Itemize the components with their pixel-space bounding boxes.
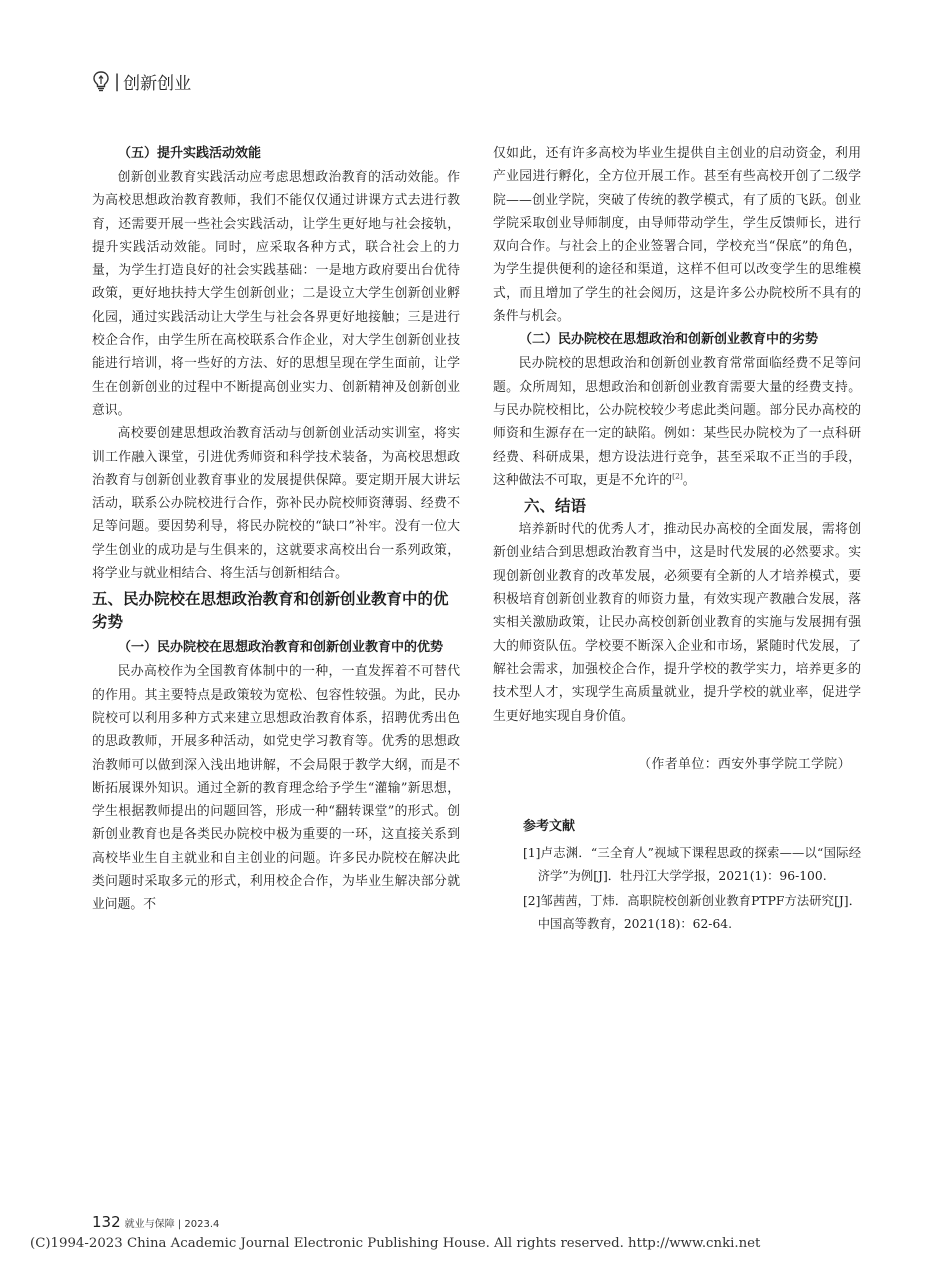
running-header	[92, 68, 191, 94]
right-column	[493, 142, 861, 938]
left-column	[92, 142, 460, 917]
lightbulb-icon	[92, 70, 110, 92]
paragraph: 民办高校作为全国教育体制中的一种，一直发挥着不可替代的作用。其主要特点是政策较为宽松、包容性较强。为此，民办院校可以利用多种方式来建立思想政治教育体系，招聘优秀出色的思政教师，开展多种活动，如党史学习教育等。优秀的思想政治教师可以做到深入浅出地讲解，不会局限于教学大纲，而是不断拓展课外知识。通过全新的教育理念给予学生“灌输”新思想，学生根据教师提出的问题回答，形成一种“翻转课堂”的形式。创新创业教育也是各类民办院校中极为重要的一环，这直接关系到高校毕业生自主就业和自主创业的问题。许多民办院校在解决此类问题时采取多元的形式，利用校企合作，为毕业生解决部分就业问题。不	[92, 664, 460, 913]
paragraph: 创新创业教育实践活动应考虑思想政治教育的活动效能。作为高校思想政治教育教师，我们不能仅仅通过讲课方式去进行教育，还需要开展一些社会实践活动，让学生更好地与社会接轨，提升实践活动效能。同时，应采取各种方式，联合社会上的力量，为学生打造良好的社会实践基础：一是地方政府要出台优待政策，更好地扶持大学生创新创业；二是设立大学生创新创业孵化园，通过实践活动让大学生与社会各界更好地接触；三是进行校企合作，由学生所在高校联系合作企业，对大学生创新创业技能进行培训，将一些好的方法、好的思想呈现在学生面前，让学生在创新创业的过程中不断提高创业实力、创新精神及创新创业意识。	[92, 170, 460, 418]
subheading-5-2: （二）民办院校在思想政治和创新创业教育中的劣势	[519, 332, 819, 348]
citation-marker: [2]	[672, 471, 683, 481]
paragraph: 仅如此，还有许多高校为毕业生提供自主创业的启动资金，利用产业园进行孵化，全方位开展工作。甚至有些高校开创了二级学院——创业学院，突破了传统的教学模式，有了质的飞跃。创业学院采取创业导师制度，由导师带动学生，学生反馈师长，进行双向合作。与社会上的企业签署合同，学校充当“保底”的角色，为学生提供便利的途径和渠道，这样不但可以改变学生的思维模式，而且增加了学生的社会阅历，这是许多公办院校所不具有的条件与机会。	[493, 146, 861, 325]
references-title: 参考文献	[523, 818, 576, 834]
subheading-5-1: （一）民办院校在思想政治教育和创新创业教育中的优势	[118, 640, 444, 656]
section-heading-5: 五、民办院校在思想政治教育和创新创业教育中的优劣势	[92, 590, 449, 632]
reference-item: [1]卢志渊．“三全育人”视域下课程思政的探索——以“国际经济学”为例[J]．牡丹江大学学报，2021(1)：96-100.	[523, 845, 861, 883]
page-footer	[92, 1213, 219, 1231]
paragraph: 高校要创建思想政治教育活动与创新创业活动实训室，将实训工作融入课堂，引进优秀师资和科学技术装备，为高校思想政治教育与创新创业教育事业的发展提供保障。要定期开展大讲坛活动，联系公办院校进行合作，弥补民办院校师资薄弱、经费不足等问题。要因势利导，将民办院校的“缺口”补牢。没有一位大学生创业的成功是与生俱来的，这就要求高校出台一系列政策，将学业与就业相结合、将生活与创新相结合。	[92, 426, 460, 582]
journal-info: 就业与保障 | 2023.4	[124, 1219, 220, 1230]
copyright-line: (C)1994-2023 China Academic Journal Electronic Publishing House. All rights reserved. http://www.cnki.net	[30, 1236, 761, 1251]
paragraph-end: 。	[682, 472, 696, 488]
paragraph	[493, 352, 861, 492]
section-heading-6: 六、结语	[524, 497, 587, 516]
paragraph-text: 民办院校的思想政治和创新创业教育常常面临经费不足等问题。众所周知，思想政治和创新创业教育需要大量的经费支持。与民办院校相比，公办院校较少考虑此类问题。部分民办高校的师资和生源存在一定的缺陷。例如：某些民办院校为了一点科研经费、科研成果，想方设法进行竞争，甚至采取不正当的手段，这种做法不可取，更是不允许的	[493, 356, 861, 488]
page-number: 132	[92, 1213, 121, 1231]
author-affiliation: （作者单位：西安外事学院工学院）	[638, 756, 851, 772]
section-title: 创新创业	[123, 73, 192, 94]
header-separator: |	[114, 70, 121, 92]
subheading-5: （五）提升实践活动效能	[118, 146, 262, 161]
reference-item: [2]邹茜茜，丁炜．高职院校创新创业教育PTPF方法研究[J]．中国高等教育，2021(18)：62-64.	[523, 893, 861, 931]
paragraph: 培养新时代的优秀人才，推动民办高校的全面发展，需将创新创业结合到思想政治教育当中，这是时代发展的必然要求。实现创新创业教育的改革发展，必须要有全新的人才培养模式，要积极培育创新创业教育的师资力量，有效实现产教融合发展，落实相关激励政策，让民办高校创新创业教育的实施与发展拥有强大的师资队伍。学校要不断深入企业和市场，紧随时代发展，了解社会需求，加强校企合作，提升学校的教学实力，培养更多的技术型人才，实现学生高质量就业，提升学校的就业率，促进学生更好地实现自身价值。	[493, 522, 861, 724]
